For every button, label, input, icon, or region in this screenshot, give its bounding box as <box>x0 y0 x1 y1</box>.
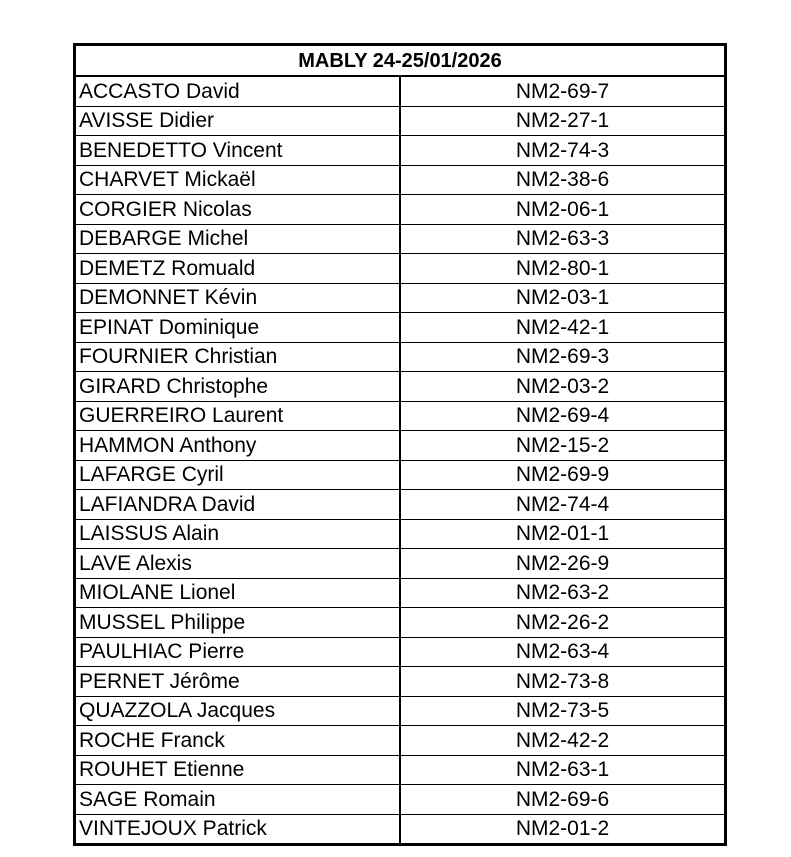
participant-code: NM2-63-2 <box>400 578 724 608</box>
participant-code: NM2-01-2 <box>515 817 610 841</box>
table-row <box>76 195 724 225</box>
participant-code: NM2-42-1 <box>400 313 724 343</box>
table-row <box>76 460 724 490</box>
table-row <box>76 578 724 608</box>
participant-name: QUAZZOLA Jacques <box>76 696 400 726</box>
participant-code: NM2-27-1 <box>400 106 724 136</box>
participant-name: EPINAT Dominique <box>76 313 400 343</box>
table-row <box>76 165 724 195</box>
participant-name: LAISSUS Alain <box>76 519 400 549</box>
participant-code: NM2-38-6 <box>400 165 724 195</box>
participant-code: NM2-69-4 <box>400 401 724 431</box>
table-title-row <box>76 46 724 76</box>
table-title: MABLY 24-25/01/2026 <box>76 46 724 76</box>
table-row <box>76 401 724 431</box>
table-row <box>76 136 724 166</box>
table-row <box>76 313 724 343</box>
participant-code: NM2-69-3 <box>400 342 724 372</box>
table-row <box>76 490 724 520</box>
participant-name: FOURNIER Christian <box>76 342 400 372</box>
participant-code: NM2-74-3 <box>400 136 724 166</box>
participant-name: DEMONNET Kévin <box>76 283 400 313</box>
table-row <box>76 372 724 402</box>
participant-name: PAULHIAC Pierre <box>76 637 400 667</box>
participant-name: SAGE Romain <box>76 785 400 815</box>
table-row <box>76 637 724 667</box>
table-row <box>76 283 724 313</box>
table-row <box>76 431 724 461</box>
participant-code: NM2-69-9 <box>400 460 724 490</box>
table-row <box>76 254 724 284</box>
participant-name: MIOLANE Lionel <box>76 578 400 608</box>
participant-name: ACCASTO David <box>76 76 400 106</box>
table-row <box>76 519 724 549</box>
participant-name: LAFARGE Cyril <box>76 460 400 490</box>
participant-name: PERNET Jérôme <box>76 667 400 697</box>
participant-name: LAVE Alexis <box>76 549 400 579</box>
registration-table-frame <box>73 43 727 846</box>
participant-name: HAMMON Anthony <box>76 431 400 461</box>
table-row <box>76 726 724 756</box>
participant-code: NM2-06-1 <box>400 195 724 225</box>
participant-name: CORGIER Nicolas <box>76 195 400 225</box>
participant-code: NM2-73-5 <box>400 696 724 726</box>
participant-name: AVISSE Didier <box>76 106 400 136</box>
table-row <box>76 667 724 697</box>
participant-code: NM2-15-2 <box>400 431 724 461</box>
registration-table <box>76 46 724 843</box>
participant-code: NM2-80-1 <box>400 254 724 284</box>
participant-code: NM2-01-1 <box>400 519 724 549</box>
participant-name: GIRARD Christophe <box>76 372 400 402</box>
table-row <box>76 76 724 106</box>
participant-name: DEMETZ Romuald <box>76 254 400 284</box>
participant-code: NM2-26-9 <box>400 549 724 579</box>
table-row <box>76 106 724 136</box>
participant-code: NM2-74-4 <box>400 490 724 520</box>
participant-code: NM2-63-4 <box>400 637 724 667</box>
participant-code: NM2-03-2 <box>400 372 724 402</box>
participant-name: LAFIANDRA David <box>76 490 400 520</box>
table-row <box>76 608 724 638</box>
participant-code: NM2-73-8 <box>400 667 724 697</box>
table-row <box>76 342 724 372</box>
participant-code: NM2-69-6 <box>400 785 724 815</box>
table-row <box>76 814 724 843</box>
participant-name: CHARVET Mickaël <box>76 165 400 195</box>
participant-name: ROUHET Etienne <box>76 755 400 785</box>
participant-name: GUERREIRO Laurent <box>76 401 400 431</box>
table-row <box>76 755 724 785</box>
participant-code: NM2-63-3 <box>400 224 724 254</box>
participant-code: NM2-26-2 <box>400 608 724 638</box>
participant-name: DEBARGE Michel <box>76 224 400 254</box>
table-row <box>76 785 724 815</box>
participant-code: NM2-42-2 <box>400 726 724 756</box>
participant-code: NM2-63-1 <box>400 755 724 785</box>
participant-name: ROCHE Franck <box>76 726 400 756</box>
participant-name: VINTEJOUX Patrick <box>76 814 400 843</box>
table-row <box>76 224 724 254</box>
participant-name: BENEDETTO Vincent <box>76 136 400 166</box>
participant-code: NM2-69-7 <box>400 76 724 106</box>
table-row <box>76 696 724 726</box>
participant-name: MUSSEL Philippe <box>76 608 400 638</box>
table-row <box>76 549 724 579</box>
participant-code: NM2-03-1 <box>400 283 724 313</box>
